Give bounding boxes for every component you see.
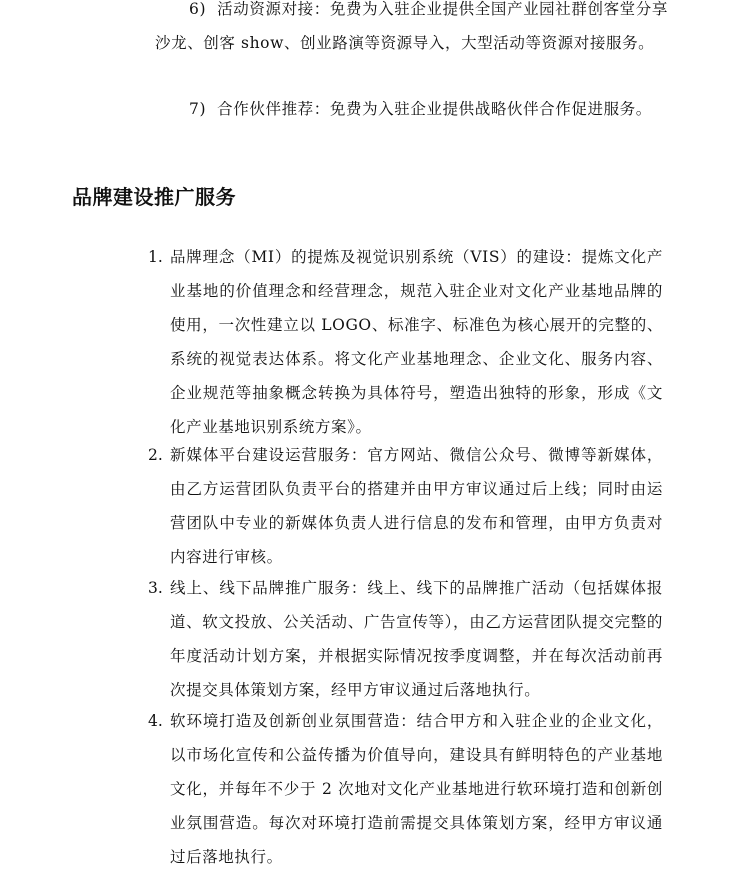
service-item-text: 品牌理念（MI）的提炼及视觉识别系统（VIS）的建设：提炼文化产业基地的价值理念和经营理念，规范入驻企业对文化产业基地品牌的使用，一次性建立以 LOGO、标准字、标准色为核心展开的完整的、系统的视觉表达体系。将文化产业基地理念、企业文化、服务内容、企业规范等抽象概念转换为具体符号，塑造出独特的形象，形成《文化产业基地识别系统方案》。 bbox=[170, 248, 663, 436]
intro-item-6 bbox=[155, 0, 670, 60]
service-item-text: 新媒体平台建设运营服务：官方网站、微信公众号、微博等新媒体，由乙方运营团队负责平台的搭建并由甲方审议通过后上线；同时由运营团队中专业的新媒体负责人进行信息的发布和管理，由甲方负责对内容进行审核。 bbox=[170, 446, 663, 566]
service-item-4 bbox=[148, 704, 663, 874]
service-item-number: 2. bbox=[148, 446, 163, 464]
section-heading: 品牌建设推广服务 bbox=[72, 185, 236, 209]
service-item-number: 1. bbox=[148, 248, 163, 266]
service-item-3 bbox=[148, 571, 663, 707]
intro-item-number: 6) bbox=[189, 0, 207, 18]
intro-item-7 bbox=[155, 92, 670, 126]
service-item-text: 软环境打造及创新创业氛围营造：结合甲方和入驻企业的企业文化，以市场化宣传和公益传播为价值导向，建设具有鲜明特色的产业基地文化，并每年不少于 2 次地对文化产业基地进行软环境打造和创新创业氛围营造。每次对环境打造前需提交具体策划方案，经甲方审议通过后落地执行。 bbox=[170, 712, 663, 866]
service-item-1 bbox=[148, 240, 663, 444]
intro-item-text: 活动资源对接：免费为入驻企业提供全国产业园社群创客堂分享沙龙、创客 show、创业路演等资源导入，大型活动等资源对接服务。 bbox=[155, 0, 668, 52]
intro-item-text: 合作伙伴推荐：免费为入驻企业提供战略伙伴合作促进服务。 bbox=[217, 100, 652, 118]
intro-item-number: 7) bbox=[189, 100, 207, 118]
service-item-number: 4. bbox=[148, 712, 163, 730]
service-item-text: 线上、线下品牌推广服务：线上、线下的品牌推广活动（包括媒体报道、软文投放、公关活动、广告宣传等），由乙方运营团队提交完整的年度活动计划方案，并根据实际情况按季度调整，并在每次活动前再次提交具体策划方案，经甲方审议通过后落地执行。 bbox=[170, 579, 663, 699]
service-item-number: 3. bbox=[148, 579, 163, 597]
service-item-2 bbox=[148, 438, 663, 574]
